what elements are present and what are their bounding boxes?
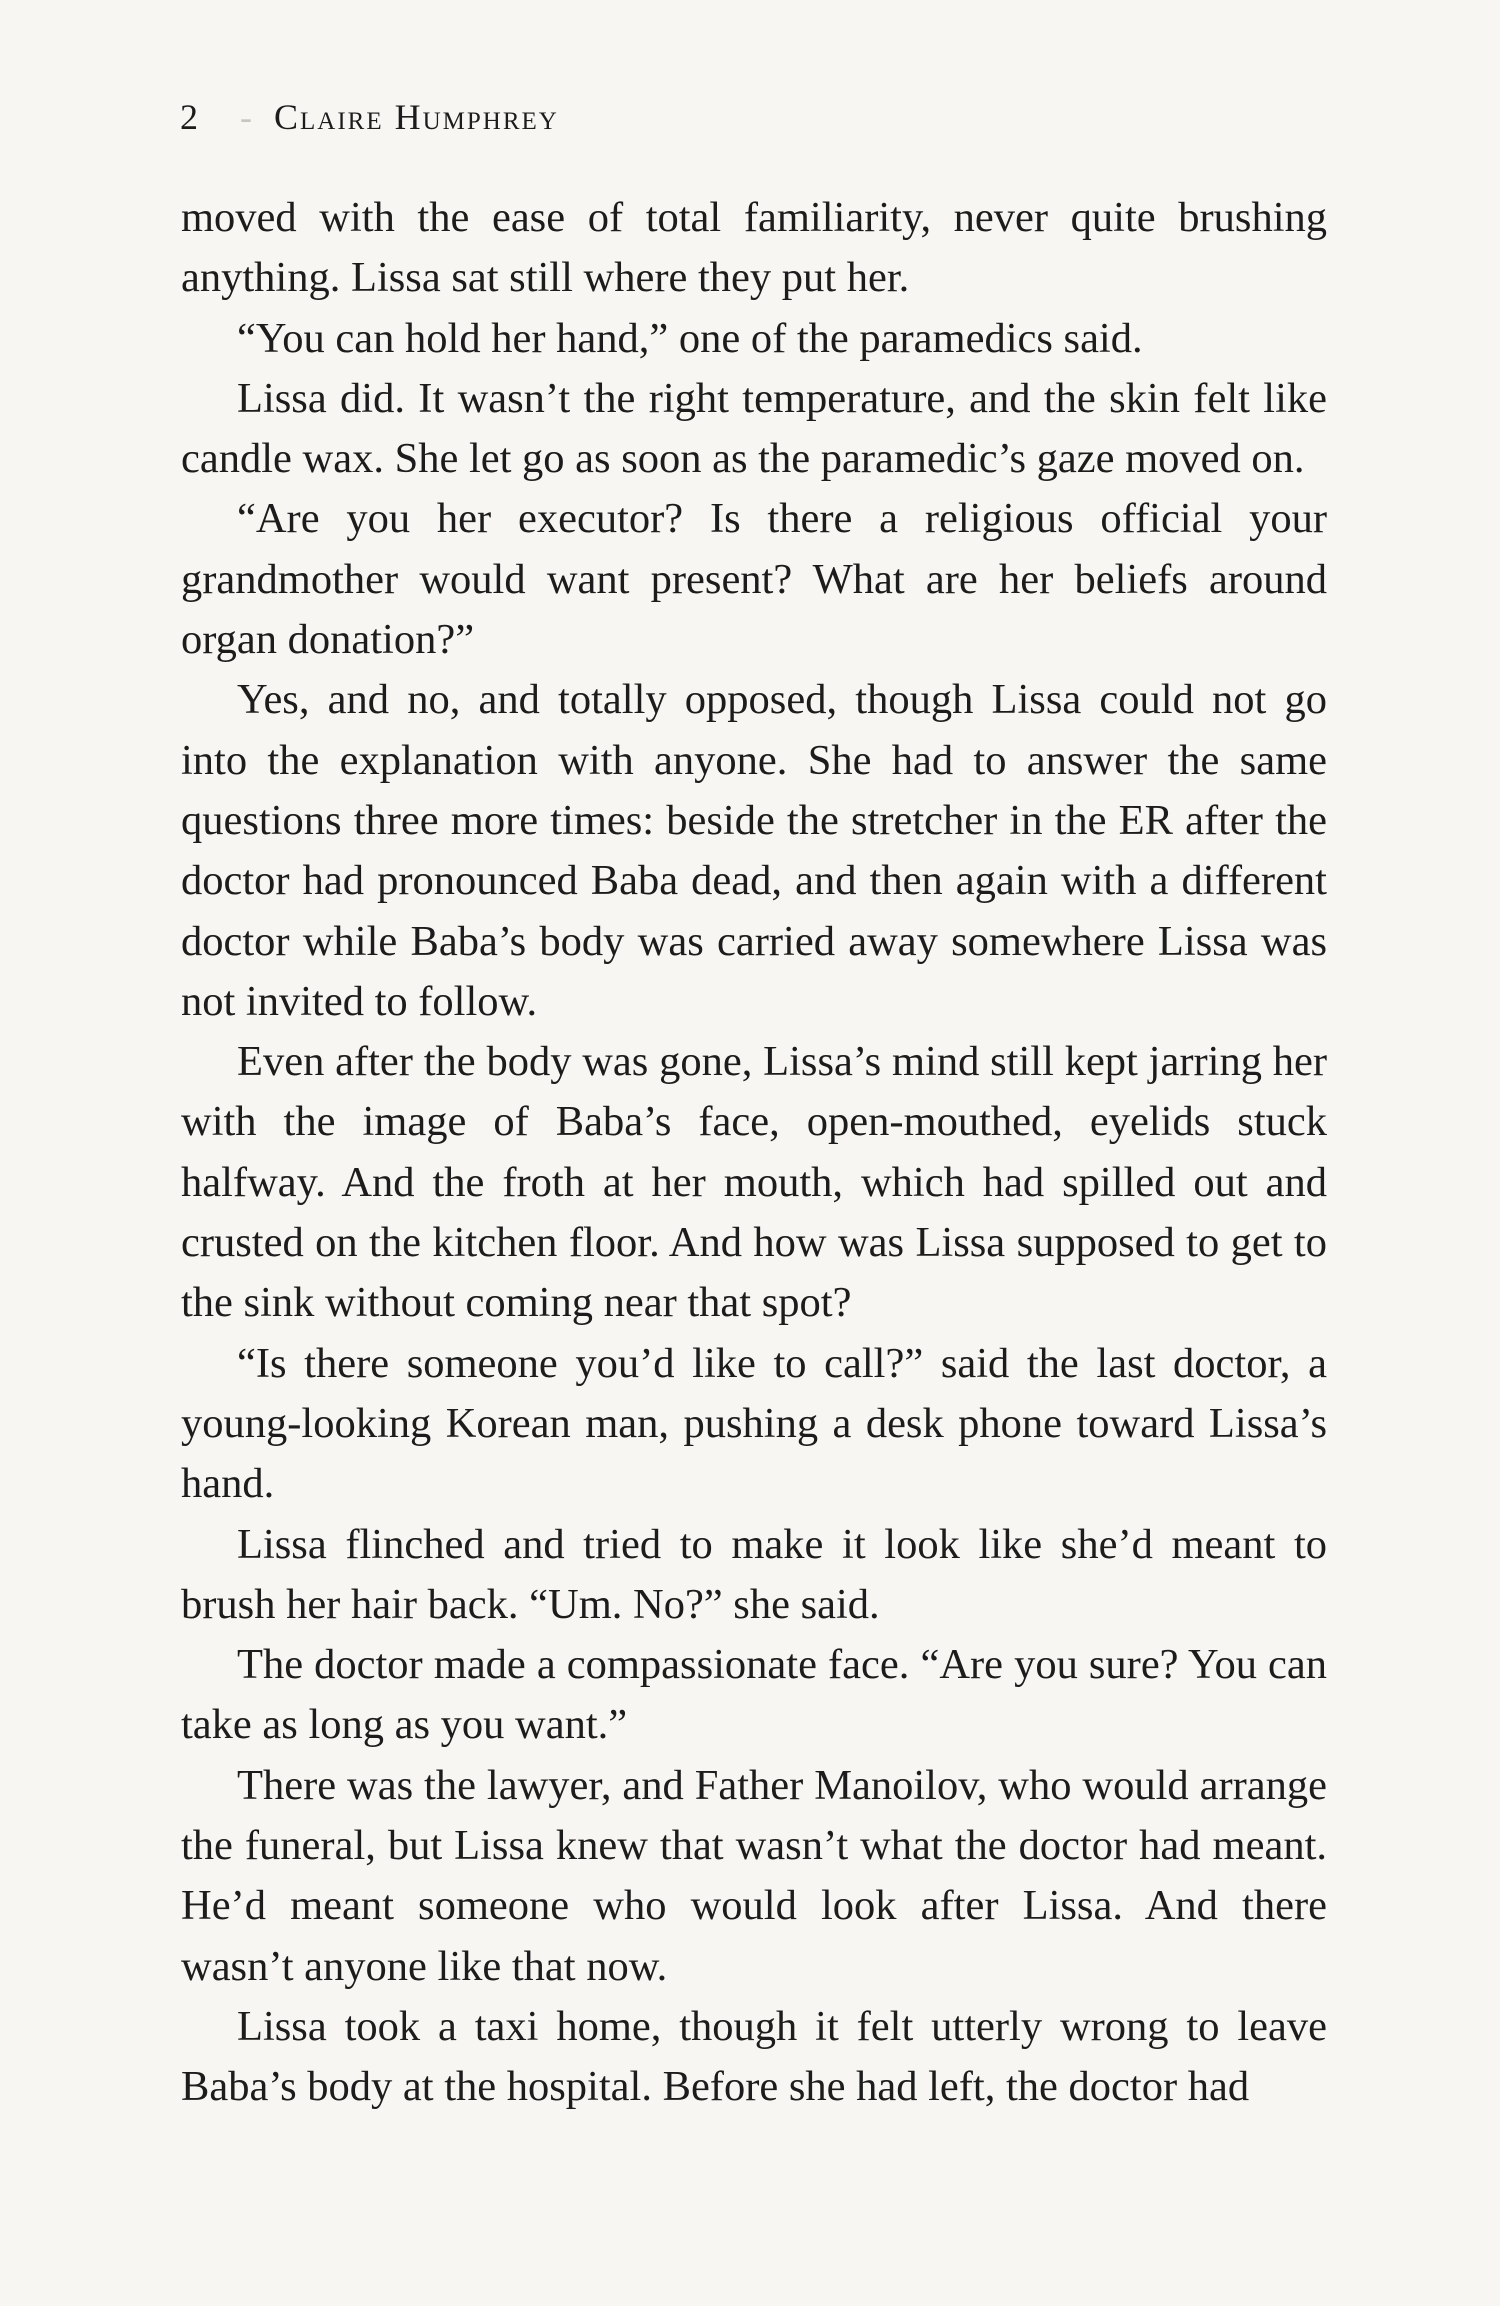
- paragraph-continued: moved with the ease of total familiarity, never quite brushing anything. Lissa sat still where they put her.: [181, 194, 1327, 302]
- paragraph: Lissa did. It wasn’t the right temperature, and the skin felt like candle wax. She let go as soon as the paramedic’s gaze moved on.: [181, 374, 1327, 483]
- paragraph: “You can hold her hand,” one of the paramedics said.: [237, 314, 1143, 362]
- paragraph: Yes, and no, and totally opposed, though Lissa could not go into the explanation with anyone. She had to answer the same questions three more times: beside the stretcher in the ER after the doctor had pronounced Baba dead, and then again with a different doctor while Baba’s body was carried away somewhere Lissa was not invited to follow.: [181, 676, 1327, 1025]
- paragraph: Lissa flinched and tried to make it look like she’d meant to brush her hair back. “Um. No?” she said.: [181, 1520, 1327, 1628]
- paragraph: The doctor made a compassionate face. “Are you sure? You can take as long as you want.”: [181, 1641, 1327, 1749]
- paragraph: There was the lawyer, and Father Manoilov, who would arrange the funeral, but Lissa knew that wasn’t what the doctor had meant. He’d meant someone who would look after Lissa. And there wasn’t anyone like that now.: [181, 1761, 1327, 1990]
- paragraph: Even after the body was gone, Lissa’s mind still kept jarring her with the image of Baba’s face, open-mouthed, eyelids stuck halfway. And the froth at her mouth, which had spilled out and crusted on the kitchen floor. And how was Lissa supposed to get to the sink without coming near that spot?: [181, 1038, 1327, 1327]
- paragraph: “Is there someone you’d like to call?” said the last doctor, a young-looking Korean man, pushing a desk phone toward Lissa’s hand.: [181, 1339, 1327, 1508]
- page-number: 2: [180, 97, 199, 137]
- body-text: [181, 188, 1327, 2118]
- paragraph: “Are you her executor? Is there a religious official your grandmother would want present? What are her beliefs around organ donation?”: [181, 495, 1327, 664]
- author-name: Claire Humphrey: [274, 97, 559, 137]
- paragraph: Lissa took a taxi home, though it felt utterly wrong to leave Baba’s body at the hospital. Before she had left, the doctor had: [181, 2002, 1327, 2111]
- running-head: [180, 96, 559, 138]
- running-head-separator: -: [240, 97, 253, 137]
